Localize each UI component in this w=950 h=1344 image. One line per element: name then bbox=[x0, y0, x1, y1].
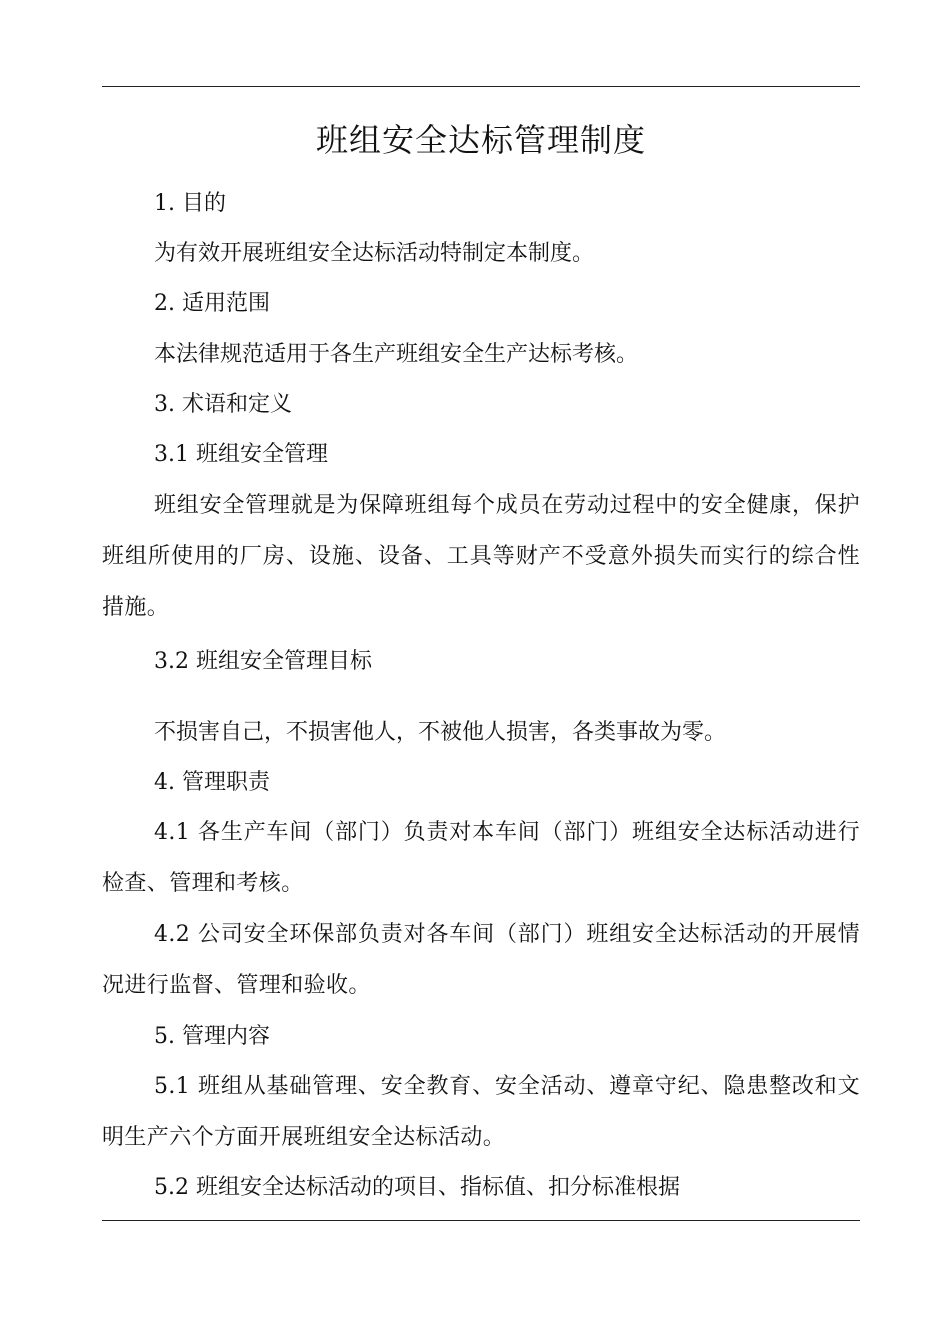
section-5-heading: 5. 管理内容 bbox=[154, 1024, 270, 1049]
section-5-2-text: 5.2 班组安全达标活动的项目、指标值、扣分标准根据 bbox=[154, 1175, 680, 1200]
section-1-text: 为有效开展班组安全达标活动特制定本制度。 bbox=[154, 241, 595, 266]
section-3-1-heading: 3.1 班组安全管理 bbox=[154, 442, 328, 467]
document-title: 班组安全达标管理制度 bbox=[315, 121, 646, 159]
section-2-heading: 2. 适用范围 bbox=[154, 291, 270, 316]
footer-rule bbox=[102, 1220, 860, 1221]
section-4-heading: 4. 管理职责 bbox=[154, 770, 270, 795]
section-4-2-text: 4.2 公司安全环保部负责对各车间（部门）班组安全达标活动的开展情况进行监督、管理和验收。 bbox=[102, 922, 860, 998]
section-5-1-text: 5.1 班组从基础管理、安全教育、安全活动、遵章守纪、隐患整改和文明生产六个方面开展班组安全达标活动。 bbox=[102, 1074, 860, 1150]
section-3-2-heading: 3.2 班组安全管理目标 bbox=[154, 649, 372, 674]
header-rule bbox=[102, 86, 860, 87]
section-2-text: 本法律规范适用于各生产班组安全生产达标考核。 bbox=[154, 342, 639, 367]
section-4-1-text: 4.1 各生产车间（部门）负责对本车间（部门）班组安全达标活动进行检查、管理和考核。 bbox=[102, 820, 860, 896]
section-3-1-text: 班组安全管理就是为保障班组每个成员在劳动过程中的安全健康，保护班组所使用的厂房、设施、设备、工具等财产不受意外损失而实行的综合性措施。 bbox=[102, 493, 860, 620]
section-3-2-text: 不损害自己，不损害他人，不被他人损害，各类事故为零。 bbox=[154, 720, 727, 745]
section-3-heading: 3. 术语和定义 bbox=[154, 392, 292, 417]
section-1-heading: 1. 目的 bbox=[154, 191, 226, 216]
